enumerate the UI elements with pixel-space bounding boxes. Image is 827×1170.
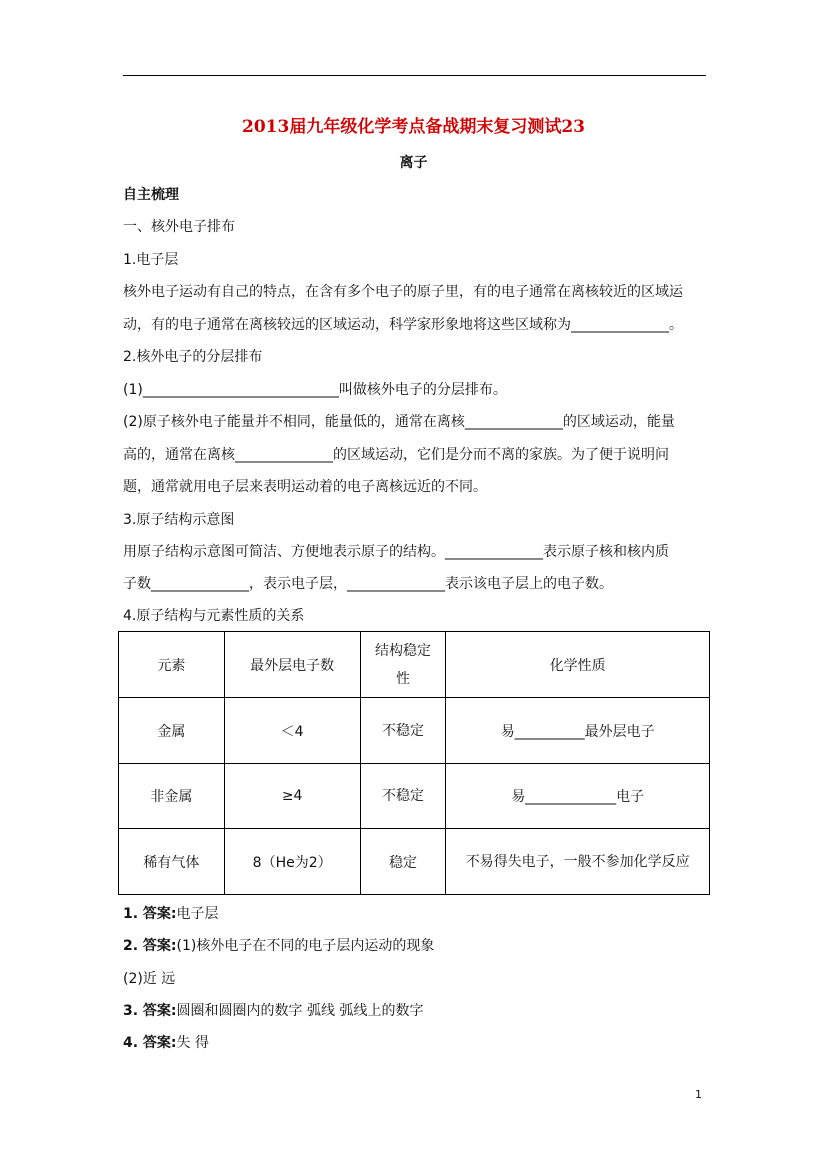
answer-text: (1)核外电子在不同的电子层内运动的现象 [176, 938, 435, 954]
table-header-cell: 结构稳定性 [360, 632, 446, 698]
section-heading: 自主梳理 [123, 187, 179, 203]
answer-1 [123, 903, 219, 923]
item2-text1: (1)____________________________叫做核外电子的分层排布。 [123, 382, 507, 398]
table-cell: 不易得失电子，一般不参加化学反应 [446, 829, 710, 895]
answer-2-part2: (2)近 远 [123, 971, 176, 987]
table-cell: 8（He为2） [224, 829, 360, 895]
table-cell: 非金属 [119, 764, 225, 829]
table-cell: 易_____________电子 [446, 764, 710, 829]
table-cell: 不稳定 [360, 698, 446, 764]
document-subtitle: 离子 [399, 155, 428, 171]
item3-text-line2: 子数______________，表示电子层，______________表示该电子层上的电子数。 [123, 576, 613, 592]
structure-property-table [118, 631, 710, 895]
answer-3 [123, 1000, 423, 1020]
table-cell: 稀有气体 [119, 829, 225, 895]
table-header-cell: 最外层电子数 [224, 632, 360, 698]
item4-heading: 4.原子结构与元素性质的关系 [123, 608, 305, 624]
answer-2 [123, 935, 434, 955]
item1-heading: 1.电子层 [123, 252, 179, 268]
table-header-cell: 元素 [119, 632, 225, 698]
table-cell: 易__________最外层电子 [446, 698, 710, 764]
table-cell: 金属 [119, 698, 225, 764]
answer-label: 1. 答案: [123, 906, 177, 922]
item1-text-line1: 核外电子运动有自己的特点，在含有多个电子的原子里，有的电子通常在离核较近的区域运 [123, 284, 683, 300]
item1-text-line2: 动，有的电子通常在离核较远的区域运动，科学家形象地将这些区域称为______________。 [123, 317, 683, 333]
answer-text: 圆圈和圆圈内的数字 弧线 弧线上的数字 [176, 1003, 424, 1019]
answer-label: 2. 答案: [123, 938, 177, 954]
table-cell: 不稳定 [360, 764, 446, 829]
answer-text: 电子层 [176, 906, 219, 922]
table-row [119, 764, 710, 829]
item2-text2-line1: (2)原子核外电子能量并不相同，能量低的，通常在离核______________的区域运动，能量 [123, 414, 675, 430]
page-number: 1 [695, 1088, 702, 1101]
item3-text-line1: 用原子结构示意图可简洁、方便地表示原子的结构。______________表示原子核和核内质 [123, 544, 669, 560]
part1-heading: 一、核外电子排布 [123, 219, 235, 235]
answer-4 [123, 1032, 209, 1052]
item3-heading: 3.原子结构示意图 [123, 512, 235, 528]
table-cell: 稳定 [360, 829, 446, 895]
answer-label: 4. 答案: [123, 1035, 177, 1051]
table-header-row [119, 632, 710, 698]
answer-text: 失 得 [176, 1035, 209, 1051]
item2-heading: 2.核外电子的分层排布 [123, 349, 263, 365]
table-header-cell: 化学性质 [446, 632, 710, 698]
table-cell: ＜4 [224, 698, 360, 764]
document-title: 2013届九年级化学考点备战期末复习测试23 [242, 117, 585, 137]
table-row [119, 698, 710, 764]
table-cell: ≥4 [224, 764, 360, 829]
item2-text2-line3: 题，通常就用电子层来表明运动着的电子离核远近的不同。 [123, 479, 487, 495]
answer-label: 3. 答案: [123, 1003, 177, 1019]
item2-text2-line2: 高的，通常在离核______________的区域运动，它们是分而不离的家族。为了便于说明问 [123, 447, 669, 463]
header-rule [123, 75, 706, 76]
table-row [119, 829, 710, 895]
